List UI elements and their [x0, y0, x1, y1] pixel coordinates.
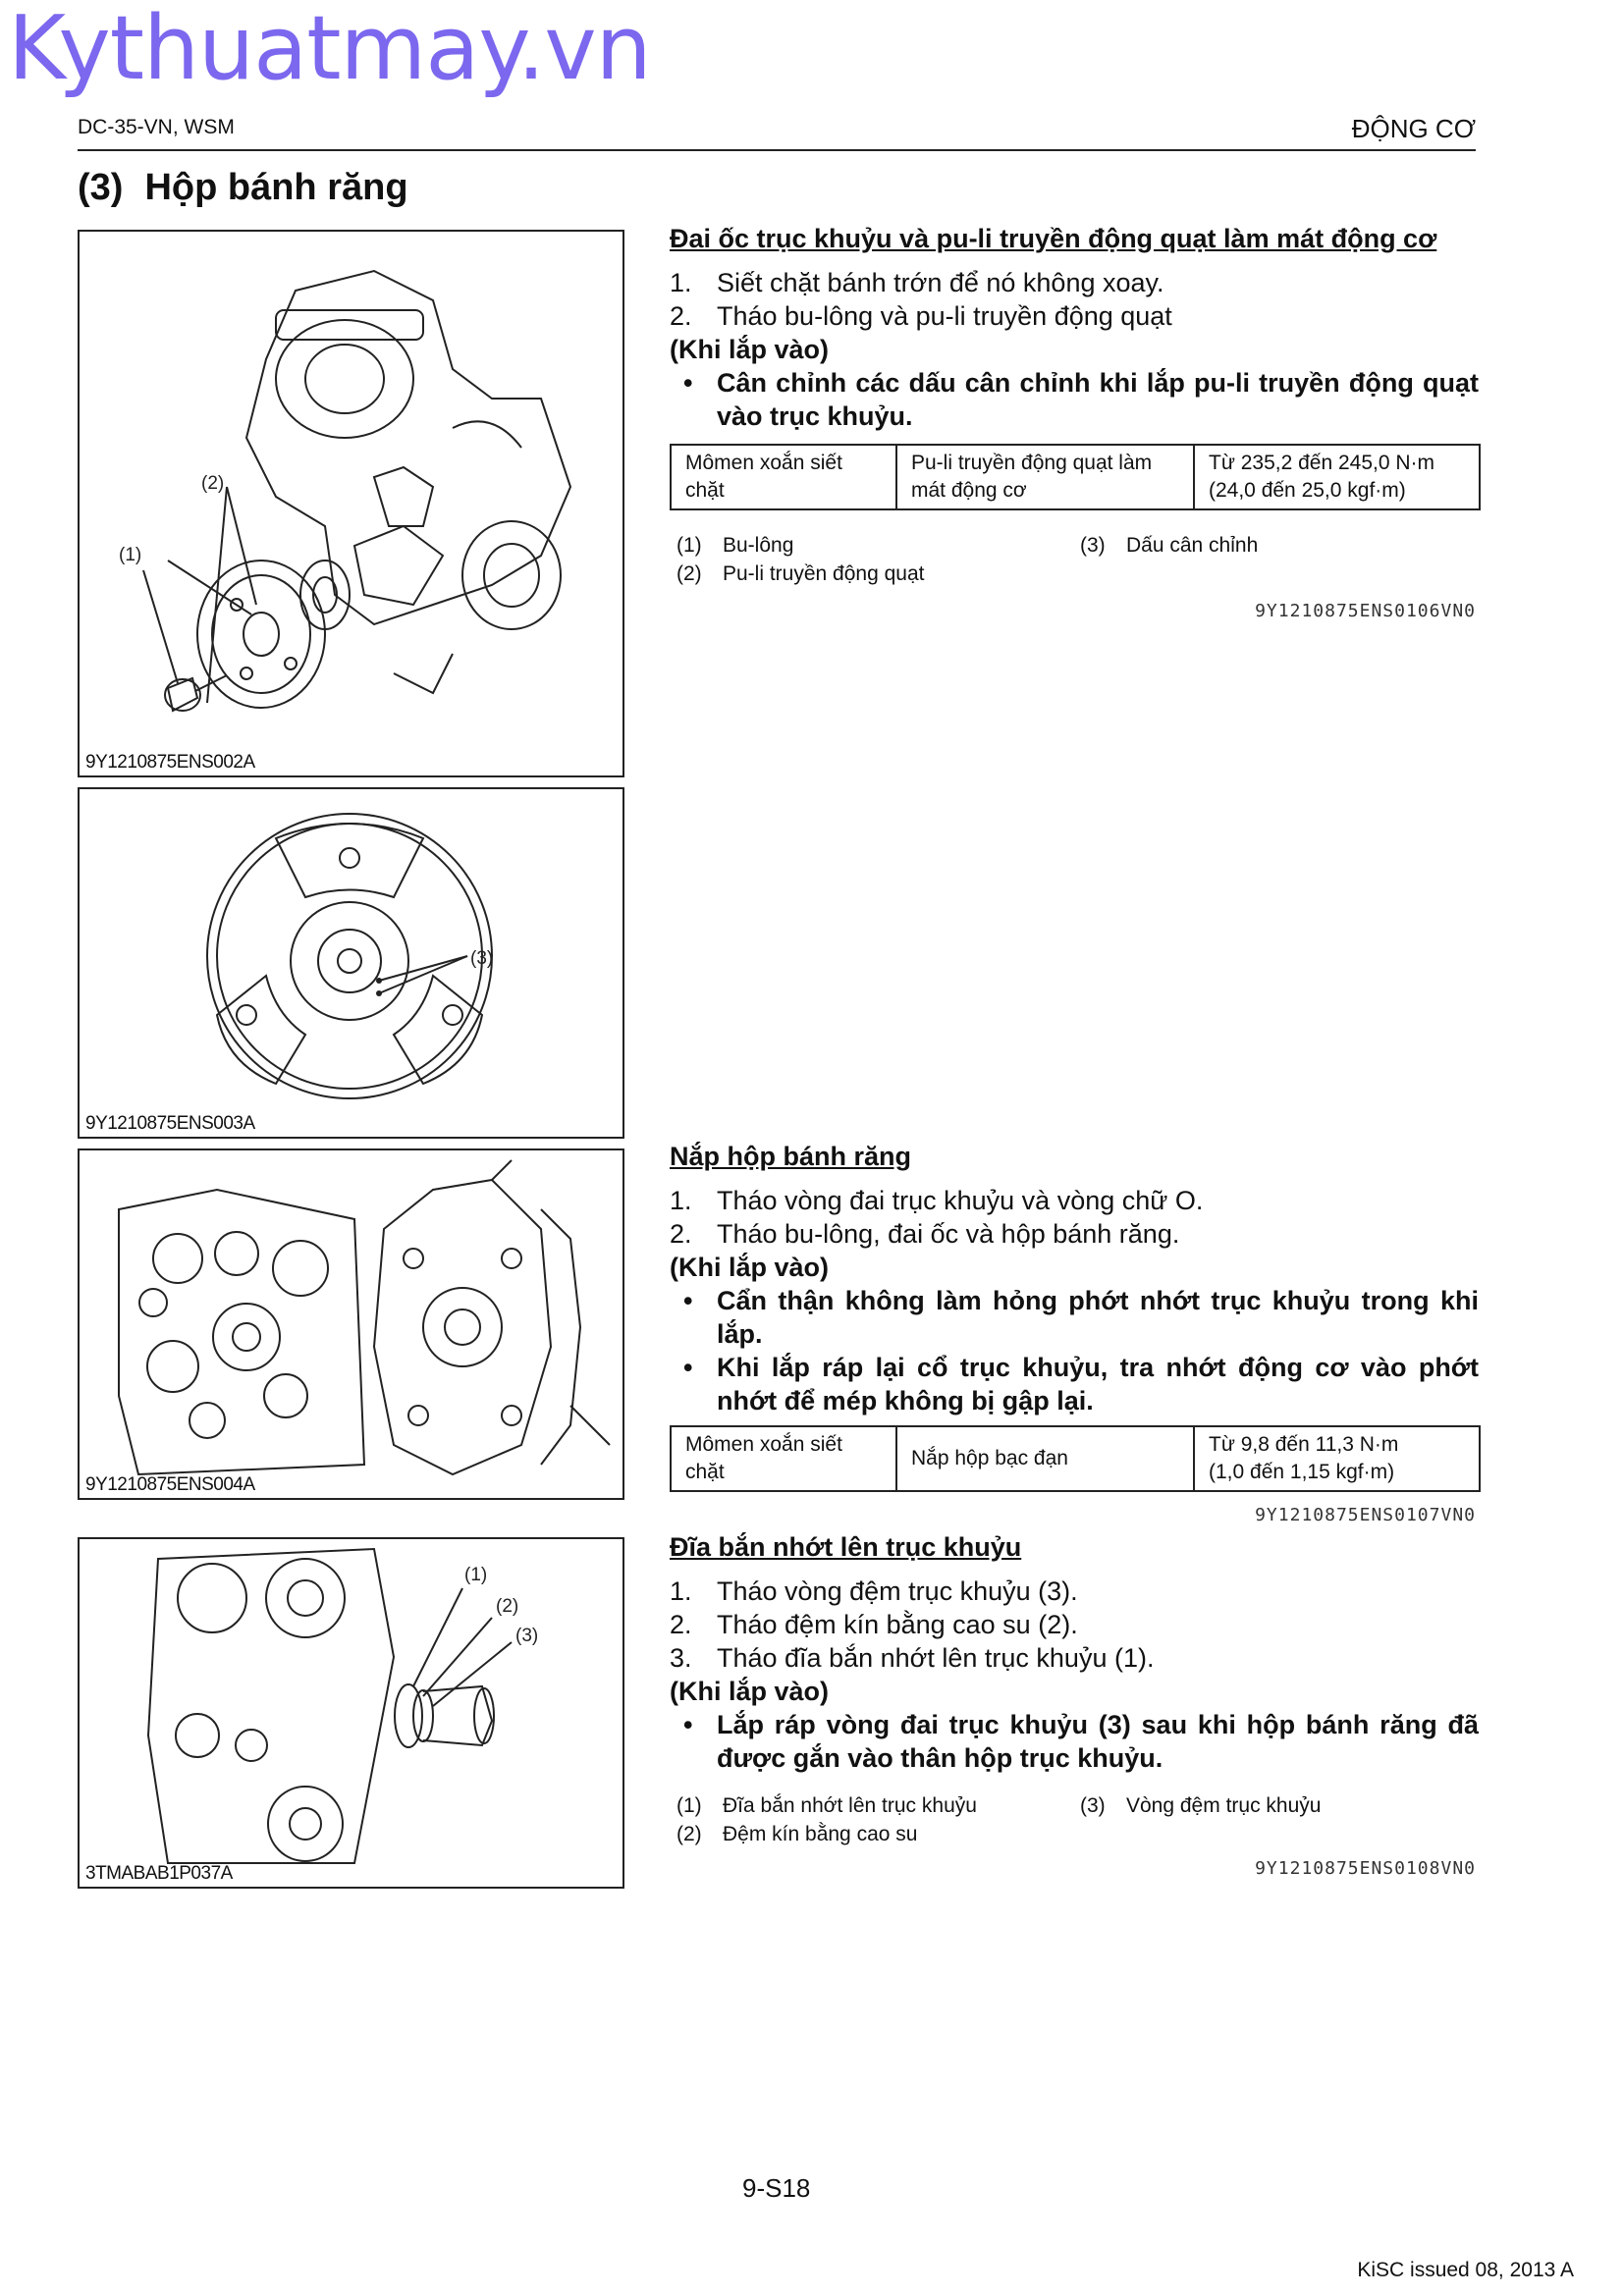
block2-step-2: 2. Tháo bu-lông, đai ốc và hộp bánh răng.: [670, 1219, 1180, 1249]
callout-1: (1): [464, 1565, 488, 1585]
block1-legend-1: (1) Bu-lông: [676, 534, 794, 557]
figure-code: 3TMABAB1P037A: [85, 1863, 233, 1884]
block1-bullet-1: • Cân chỉnh các dấu cân chỉnh khi lắp pu-li truyền động quạt vào trục khuỷu.: [683, 368, 1479, 431]
fan-pulley-drawing: [80, 232, 622, 775]
block3-bullet-1: • Lắp ráp vòng đai trục khuỷu (3) sau khi hộp bánh răng đã được gắn vào thân hộp trục khuỷu.: [683, 1710, 1479, 1773]
torque-part: Nắp hộp bạc đạn: [896, 1426, 1194, 1491]
watermark: Kythuatmay.vn: [8, 0, 651, 100]
block3-legend-3: (3) Vòng đệm trục khuỷu: [1080, 1794, 1322, 1817]
block1-step-1: 1. Siết chặt bánh trớn để nó không xoay.: [670, 268, 1164, 297]
torque-label: Mômen xoắn siết chặt: [671, 1426, 896, 1491]
block1-torque-table: [670, 444, 1481, 510]
torque-value: Từ 235,2 đến 245,0 N·m (24,0 đến 25,0 kgf·m): [1194, 445, 1480, 509]
block3-legend-1: (1) Đĩa bắn nhớt lên trục khuỷu: [676, 1794, 977, 1817]
block3-legend-2: (2) Đệm kín bằng cao su: [676, 1823, 918, 1845]
block3-step-2: 2. Tháo đệm kín bằng cao su (2).: [670, 1610, 1078, 1639]
block3-ref-code: 9Y1210875ENS0108VN0: [1255, 1858, 1476, 1879]
block1-legend-2: (2) Pu-li truyền động quạt: [676, 562, 925, 585]
figure-code: 9Y1210875ENS002A: [85, 752, 255, 773]
block1-install-label: (Khi lắp vào): [670, 335, 830, 364]
block2-bullet-1: • Cẩn thận không làm hỏng phớt nhớt trục khuỷu trong khi lắp.: [683, 1286, 1479, 1349]
page-number: 9-S18: [742, 2173, 811, 2203]
torque-value: Từ 9,8 đến 11,3 N·m (1,0 đến 1,15 kgf·m): [1194, 1426, 1480, 1491]
issue-note: KiSC issued 08, 2013 A: [1357, 2259, 1574, 2281]
figure-oil-slinger: [78, 1537, 624, 1889]
section-heading: Hộp bánh răng: [144, 167, 408, 208]
header-manual-code: DC-35-VN, WSM: [78, 116, 235, 138]
block2-ref-code: 9Y1210875ENS0107VN0: [1255, 1505, 1476, 1525]
block2-install-label: (Khi lắp vào): [670, 1253, 830, 1282]
callout-2: (2): [201, 473, 225, 494]
alignment-marks-drawing: [80, 789, 622, 1137]
block1-ref-code: 9Y1210875ENS0106VN0: [1255, 601, 1476, 621]
section-title: [78, 167, 408, 209]
block3-install-label: (Khi lắp vào): [670, 1677, 830, 1706]
block2-bullet-2: • Khi lắp ráp lại cổ trục khuỷu, tra nhớt động cơ vào phớt nhớt để mép không bị gập lại.: [683, 1353, 1479, 1415]
figure-gear-case: [78, 1148, 624, 1500]
block2-torque-table: [670, 1425, 1481, 1492]
block1-legend-3: (3) Dấu cân chỉnh: [1080, 534, 1259, 557]
callout-3: (3): [515, 1626, 539, 1646]
figure-alignment-marks: [78, 787, 624, 1139]
header-rule: [78, 149, 1476, 151]
section-number: (3): [78, 167, 124, 208]
header-chapter: ĐỘNG CƠ: [1351, 114, 1476, 143]
block3-title: Đĩa bắn nhớt lên trục khuỷu: [670, 1532, 1022, 1562]
callout-1: (1): [119, 545, 142, 565]
block2-title: Nắp hộp bánh răng: [670, 1142, 911, 1171]
block1-title: Đai ốc trục khuỷu và pu-li truyền động quạt làm mát động cơ: [670, 224, 1437, 253]
oil-slinger-drawing: [80, 1539, 622, 1887]
block1-step-2: 2. Tháo bu-lông và pu-li truyền động quạt: [670, 301, 1172, 331]
callout-3: (3): [470, 948, 494, 969]
figure-fan-pulley: [78, 230, 624, 777]
torque-part: Pu-li truyền động quạt làm mát động cơ: [896, 445, 1194, 509]
gear-case-drawing: [80, 1150, 622, 1498]
block3-step-3: 3. Tháo đĩa bắn nhớt lên trục khuỷu (1).: [670, 1643, 1155, 1673]
callout-2: (2): [496, 1596, 519, 1617]
figure-code: 9Y1210875ENS004A: [85, 1474, 255, 1495]
block3-step-1: 1. Tháo vòng đệm trục khuỷu (3).: [670, 1576, 1078, 1606]
block2-step-1: 1. Tháo vòng đai trục khuỷu và vòng chữ O.: [670, 1186, 1204, 1215]
torque-label: Mômen xoắn siết chặt: [671, 445, 896, 509]
figure-code: 9Y1210875ENS003A: [85, 1113, 255, 1134]
